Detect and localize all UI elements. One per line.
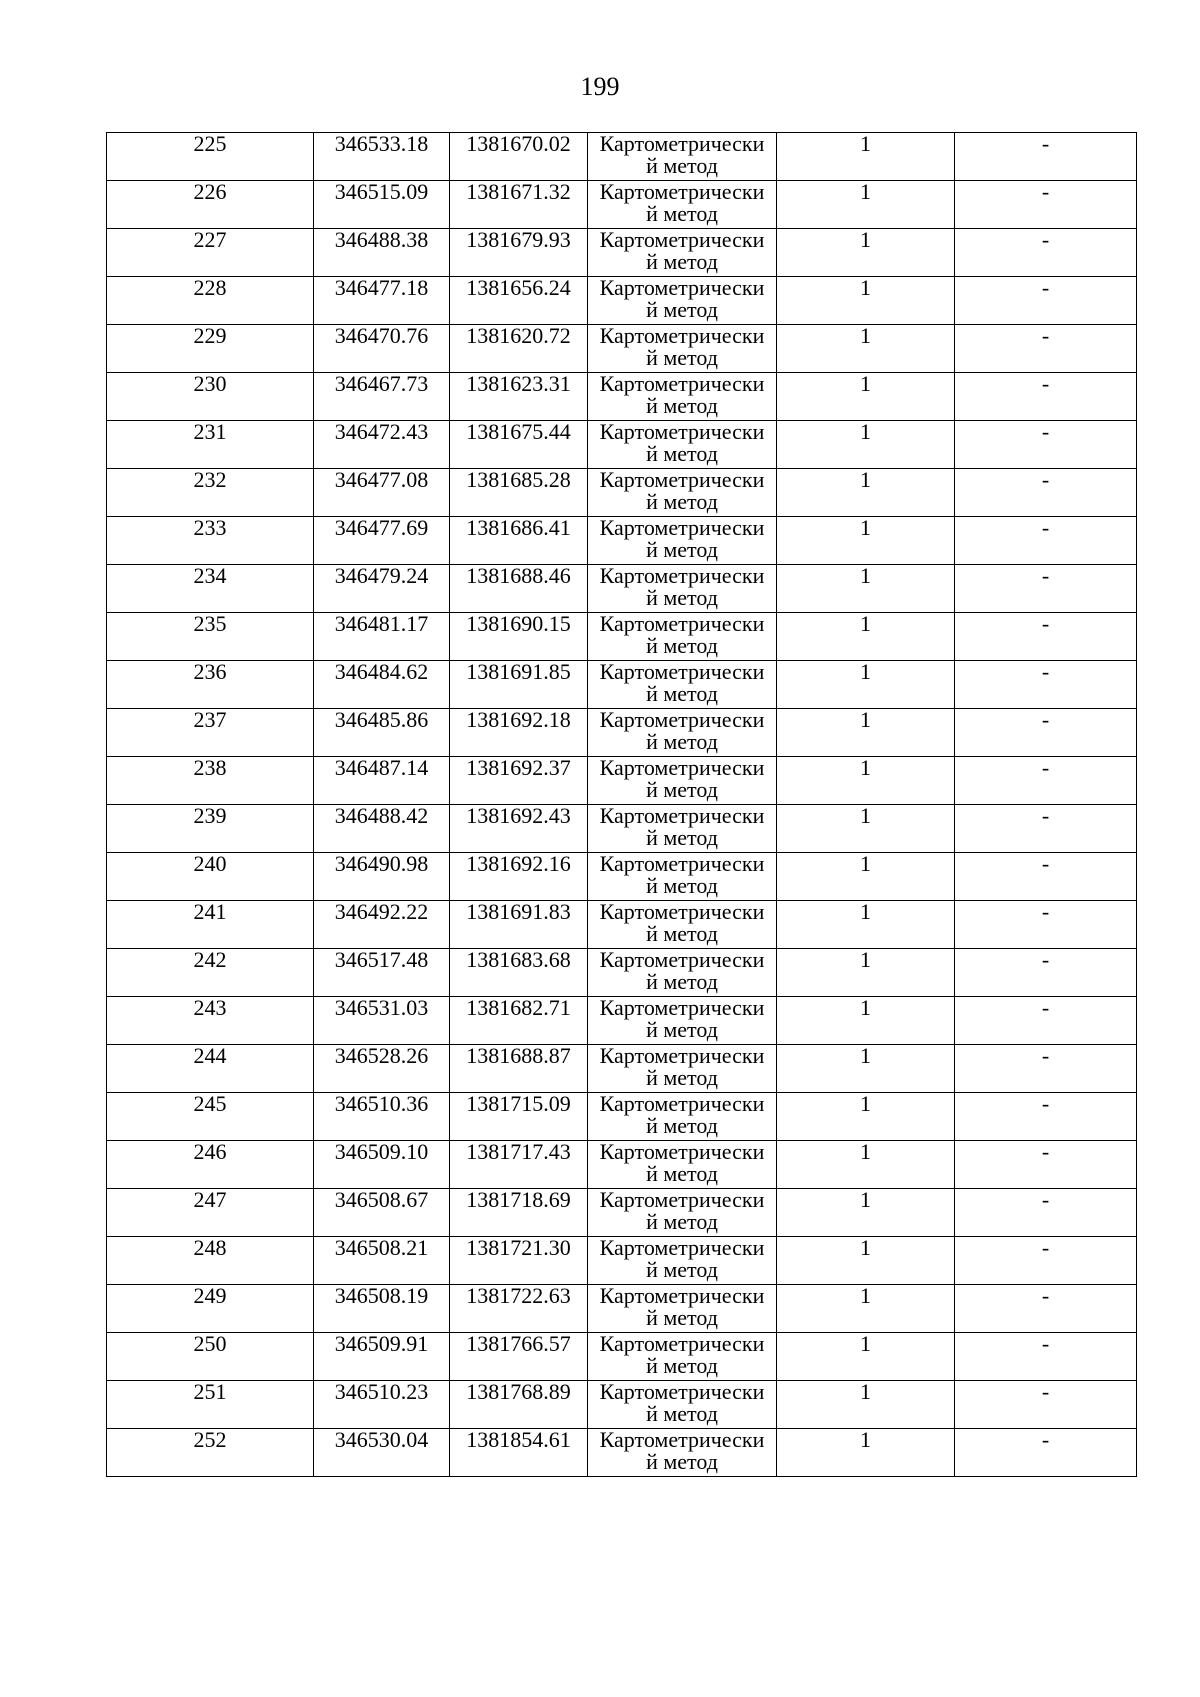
method-cell: [588, 517, 777, 565]
y-coordinate-cell: 1381692.16: [450, 853, 588, 901]
method-text-line: й метод: [646, 345, 718, 370]
table-row: [107, 421, 1137, 469]
point-number-cell: 236: [107, 661, 314, 709]
page-number: 199: [580, 72, 620, 101]
point-number-cell: 234: [107, 565, 314, 613]
note-cell: -: [955, 949, 1137, 997]
point-number-cell: 237: [107, 709, 314, 757]
method-cell: [588, 1333, 777, 1381]
table-row: [107, 901, 1137, 949]
table-row: [107, 997, 1137, 1045]
point-number-cell: 228: [107, 277, 314, 325]
method-cell: [588, 1429, 777, 1477]
y-coordinate-cell: 1381715.09: [450, 1093, 588, 1141]
y-coordinate-cell: 1381692.18: [450, 709, 588, 757]
x-coordinate-cell: 346470.76: [314, 325, 450, 373]
x-coordinate-cell: 346510.23: [314, 1381, 450, 1429]
method-text-line: й метод: [646, 777, 718, 802]
method-cell: [588, 661, 777, 709]
method-text-line: Картометрически: [599, 996, 765, 1020]
method-cell: [588, 325, 777, 373]
method-text-line: Картометрически: [599, 468, 765, 492]
method-text-line: Картометрически: [599, 420, 765, 444]
table-row: [107, 661, 1137, 709]
note-cell: -: [955, 805, 1137, 853]
method-text-line: Картометрически: [599, 756, 765, 780]
method-text-line: й метод: [646, 393, 718, 418]
y-coordinate-cell: 1381671.32: [450, 181, 588, 229]
note-cell: -: [955, 997, 1137, 1045]
method-text-line: Картометрически: [599, 1092, 765, 1116]
note-cell: -: [955, 757, 1137, 805]
table-row: [107, 181, 1137, 229]
note-cell: -: [955, 1237, 1137, 1285]
method-text-line: Картометрически: [599, 612, 765, 636]
y-coordinate-cell: 1381683.68: [450, 949, 588, 997]
method-text-line: Картометрически: [599, 516, 765, 540]
method-text-line: Картометрически: [599, 1236, 765, 1260]
y-coordinate-cell: 1381717.43: [450, 1141, 588, 1189]
note-cell: -: [955, 1429, 1137, 1477]
method-cell: [588, 373, 777, 421]
point-number-cell: 251: [107, 1381, 314, 1429]
accuracy-cell: 1: [777, 469, 955, 517]
method-text-line: Картометрически: [599, 1188, 765, 1212]
note-cell: -: [955, 229, 1137, 277]
y-coordinate-cell: 1381682.71: [450, 997, 588, 1045]
y-coordinate-cell: 1381688.87: [450, 1045, 588, 1093]
note-cell: -: [955, 1381, 1137, 1429]
table-row: [107, 517, 1137, 565]
method-text-line: й метод: [646, 681, 718, 706]
note-cell: -: [955, 181, 1137, 229]
method-text-line: й метод: [646, 969, 718, 994]
accuracy-cell: 1: [777, 1333, 955, 1381]
accuracy-cell: 1: [777, 1381, 955, 1429]
point-number-cell: 243: [107, 997, 314, 1045]
accuracy-cell: 1: [777, 853, 955, 901]
y-coordinate-cell: 1381679.93: [450, 229, 588, 277]
point-number-cell: 240: [107, 853, 314, 901]
x-coordinate-cell: 346472.43: [314, 421, 450, 469]
point-number-cell: 241: [107, 901, 314, 949]
x-coordinate-cell: 346509.10: [314, 1141, 450, 1189]
y-coordinate-cell: 1381768.89: [450, 1381, 588, 1429]
table-row: [107, 805, 1137, 853]
point-number-cell: 225: [107, 133, 314, 181]
point-number-cell: 246: [107, 1141, 314, 1189]
x-coordinate-cell: 346487.14: [314, 757, 450, 805]
method-cell: [588, 613, 777, 661]
y-coordinate-cell: 1381692.37: [450, 757, 588, 805]
x-coordinate-cell: 346485.86: [314, 709, 450, 757]
table-row: [107, 709, 1137, 757]
method-cell: [588, 1189, 777, 1237]
accuracy-cell: 1: [777, 1093, 955, 1141]
table-row: [107, 1045, 1137, 1093]
y-coordinate-cell: 1381718.69: [450, 1189, 588, 1237]
point-number-cell: 230: [107, 373, 314, 421]
y-coordinate-cell: 1381675.44: [450, 421, 588, 469]
method-text-line: Картометрически: [599, 852, 765, 876]
table-row: [107, 325, 1137, 373]
x-coordinate-cell: 346488.42: [314, 805, 450, 853]
table-row: [107, 1189, 1137, 1237]
method-cell: [588, 421, 777, 469]
table-row: [107, 277, 1137, 325]
method-cell: [588, 277, 777, 325]
note-cell: -: [955, 469, 1137, 517]
method-text-line: Картометрически: [599, 180, 765, 204]
y-coordinate-cell: 1381686.41: [450, 517, 588, 565]
point-number-cell: 252: [107, 1429, 314, 1477]
x-coordinate-cell: 346488.38: [314, 229, 450, 277]
method-cell: [588, 1093, 777, 1141]
point-number-cell: 245: [107, 1093, 314, 1141]
point-number-cell: 249: [107, 1285, 314, 1333]
method-text-line: Картометрически: [599, 708, 765, 732]
table-row: [107, 1093, 1137, 1141]
y-coordinate-cell: 1381691.85: [450, 661, 588, 709]
note-cell: -: [955, 661, 1137, 709]
x-coordinate-cell: 346517.48: [314, 949, 450, 997]
method-text-line: й метод: [646, 1161, 718, 1186]
point-number-cell: 235: [107, 613, 314, 661]
note-cell: -: [955, 901, 1137, 949]
method-cell: [588, 469, 777, 517]
accuracy-cell: 1: [777, 133, 955, 181]
method-cell: [588, 133, 777, 181]
method-text-line: Картометрически: [599, 132, 765, 156]
note-cell: -: [955, 1189, 1137, 1237]
method-text-line: й метод: [646, 1449, 718, 1474]
x-coordinate-cell: 346510.36: [314, 1093, 450, 1141]
note-cell: -: [955, 421, 1137, 469]
method-text-line: Картометрически: [599, 900, 765, 924]
accuracy-cell: 1: [777, 949, 955, 997]
note-cell: -: [955, 517, 1137, 565]
method-text-line: й метод: [646, 873, 718, 898]
point-number-cell: 248: [107, 1237, 314, 1285]
y-coordinate-cell: 1381690.15: [450, 613, 588, 661]
method-text-line: Картометрически: [599, 1044, 765, 1068]
point-number-cell: 233: [107, 517, 314, 565]
table-row: [107, 1141, 1137, 1189]
method-cell: [588, 1045, 777, 1093]
accuracy-cell: 1: [777, 277, 955, 325]
table-row: [107, 229, 1137, 277]
point-number-cell: 229: [107, 325, 314, 373]
note-cell: -: [955, 1093, 1137, 1141]
x-coordinate-cell: 346477.69: [314, 517, 450, 565]
point-number-cell: 242: [107, 949, 314, 997]
point-number-cell: 244: [107, 1045, 314, 1093]
x-coordinate-cell: 346479.24: [314, 565, 450, 613]
method-cell: [588, 997, 777, 1045]
method-text-line: й метод: [646, 1209, 718, 1234]
accuracy-cell: 1: [777, 325, 955, 373]
method-cell: [588, 949, 777, 997]
x-coordinate-cell: 346508.19: [314, 1285, 450, 1333]
table-row: [107, 613, 1137, 661]
method-text-line: й метод: [646, 585, 718, 610]
method-text-line: й метод: [646, 633, 718, 658]
coordinates-table: [106, 132, 1137, 1477]
note-cell: -: [955, 277, 1137, 325]
accuracy-cell: 1: [777, 709, 955, 757]
method-cell: [588, 1141, 777, 1189]
note-cell: -: [955, 133, 1137, 181]
method-text-line: Картометрически: [599, 228, 765, 252]
accuracy-cell: 1: [777, 901, 955, 949]
table-row: [107, 469, 1137, 517]
point-number-cell: 247: [107, 1189, 314, 1237]
method-text-line: й метод: [646, 729, 718, 754]
accuracy-cell: 1: [777, 181, 955, 229]
table-row: [107, 1237, 1137, 1285]
x-coordinate-cell: 346515.09: [314, 181, 450, 229]
y-coordinate-cell: 1381656.24: [450, 277, 588, 325]
method-text-line: Картометрически: [599, 1332, 765, 1356]
method-text-line: й метод: [646, 441, 718, 466]
method-text-line: Картометрически: [599, 1284, 765, 1308]
method-cell: [588, 853, 777, 901]
method-text-line: Картометрически: [599, 660, 765, 684]
note-cell: -: [955, 1045, 1137, 1093]
x-coordinate-cell: 346467.73: [314, 373, 450, 421]
y-coordinate-cell: 1381722.63: [450, 1285, 588, 1333]
method-text-line: й метод: [646, 249, 718, 274]
y-coordinate-cell: 1381766.57: [450, 1333, 588, 1381]
x-coordinate-cell: 346530.04: [314, 1429, 450, 1477]
method-cell: [588, 565, 777, 613]
method-cell: [588, 757, 777, 805]
method-cell: [588, 1285, 777, 1333]
method-text-line: й метод: [646, 489, 718, 514]
method-text-line: Картометрически: [599, 324, 765, 348]
x-coordinate-cell: 346508.21: [314, 1237, 450, 1285]
accuracy-cell: 1: [777, 997, 955, 1045]
x-coordinate-cell: 346477.18: [314, 277, 450, 325]
method-text-line: Картометрически: [599, 564, 765, 588]
method-text-line: й метод: [646, 297, 718, 322]
method-text-line: й метод: [646, 153, 718, 178]
y-coordinate-cell: 1381854.61: [450, 1429, 588, 1477]
x-coordinate-cell: 346531.03: [314, 997, 450, 1045]
method-cell: [588, 181, 777, 229]
x-coordinate-cell: 346484.62: [314, 661, 450, 709]
method-text-line: й метод: [646, 1065, 718, 1090]
accuracy-cell: 1: [777, 373, 955, 421]
method-cell: [588, 901, 777, 949]
note-cell: -: [955, 613, 1137, 661]
x-coordinate-cell: 346533.18: [314, 133, 450, 181]
method-text-line: й метод: [646, 201, 718, 226]
point-number-cell: 231: [107, 421, 314, 469]
y-coordinate-cell: 1381623.31: [450, 373, 588, 421]
method-cell: [588, 1237, 777, 1285]
accuracy-cell: 1: [777, 661, 955, 709]
y-coordinate-cell: 1381692.43: [450, 805, 588, 853]
accuracy-cell: 1: [777, 613, 955, 661]
table-row: [107, 373, 1137, 421]
x-coordinate-cell: 346509.91: [314, 1333, 450, 1381]
method-cell: [588, 1381, 777, 1429]
x-coordinate-cell: 346481.17: [314, 613, 450, 661]
table-row: [107, 1285, 1137, 1333]
y-coordinate-cell: 1381670.02: [450, 133, 588, 181]
x-coordinate-cell: 346477.08: [314, 469, 450, 517]
method-text-line: Картометрически: [599, 804, 765, 828]
point-number-cell: 239: [107, 805, 314, 853]
method-cell: [588, 709, 777, 757]
accuracy-cell: 1: [777, 1189, 955, 1237]
point-number-cell: 238: [107, 757, 314, 805]
method-text-line: й метод: [646, 1017, 718, 1042]
x-coordinate-cell: 346508.67: [314, 1189, 450, 1237]
accuracy-cell: 1: [777, 757, 955, 805]
note-cell: -: [955, 853, 1137, 901]
table-row: [107, 1333, 1137, 1381]
note-cell: -: [955, 1141, 1137, 1189]
note-cell: -: [955, 1285, 1137, 1333]
table-row: [107, 853, 1137, 901]
accuracy-cell: 1: [777, 1237, 955, 1285]
table-row: [107, 1381, 1137, 1429]
x-coordinate-cell: 346490.98: [314, 853, 450, 901]
method-cell: [588, 229, 777, 277]
accuracy-cell: 1: [777, 421, 955, 469]
table-row: [107, 757, 1137, 805]
method-text-line: Картометрически: [599, 948, 765, 972]
note-cell: -: [955, 325, 1137, 373]
accuracy-cell: 1: [777, 229, 955, 277]
accuracy-cell: 1: [777, 1285, 955, 1333]
method-text-line: Картометрически: [599, 276, 765, 300]
accuracy-cell: 1: [777, 1141, 955, 1189]
table-row: [107, 565, 1137, 613]
y-coordinate-cell: 1381620.72: [450, 325, 588, 373]
coordinates-table-body: [107, 133, 1137, 1477]
table-row: [107, 1429, 1137, 1477]
note-cell: -: [955, 1333, 1137, 1381]
method-text-line: Картометрически: [599, 1140, 765, 1164]
method-text-line: й метод: [646, 1113, 718, 1138]
note-cell: -: [955, 373, 1137, 421]
method-text-line: Картометрически: [599, 372, 765, 396]
point-number-cell: 226: [107, 181, 314, 229]
x-coordinate-cell: 346528.26: [314, 1045, 450, 1093]
method-cell: [588, 805, 777, 853]
method-text-line: й метод: [646, 1305, 718, 1330]
accuracy-cell: 1: [777, 1429, 955, 1477]
method-text-line: й метод: [646, 1401, 718, 1426]
accuracy-cell: 1: [777, 1045, 955, 1093]
table-row: [107, 949, 1137, 997]
method-text-line: й метод: [646, 1353, 718, 1378]
accuracy-cell: 1: [777, 517, 955, 565]
y-coordinate-cell: 1381721.30: [450, 1237, 588, 1285]
method-text-line: й метод: [646, 1257, 718, 1282]
table-row: [107, 133, 1137, 181]
accuracy-cell: 1: [777, 805, 955, 853]
x-coordinate-cell: 346492.22: [314, 901, 450, 949]
y-coordinate-cell: 1381691.83: [450, 901, 588, 949]
method-text-line: й метод: [646, 537, 718, 562]
point-number-cell: 250: [107, 1333, 314, 1381]
point-number-cell: 232: [107, 469, 314, 517]
y-coordinate-cell: 1381685.28: [450, 469, 588, 517]
method-text-line: Картометрически: [599, 1428, 765, 1452]
accuracy-cell: 1: [777, 565, 955, 613]
note-cell: -: [955, 565, 1137, 613]
method-text-line: й метод: [646, 825, 718, 850]
point-number-cell: 227: [107, 229, 314, 277]
method-text-line: й метод: [646, 921, 718, 946]
y-coordinate-cell: 1381688.46: [450, 565, 588, 613]
note-cell: -: [955, 709, 1137, 757]
method-text-line: Картометрически: [599, 1380, 765, 1404]
